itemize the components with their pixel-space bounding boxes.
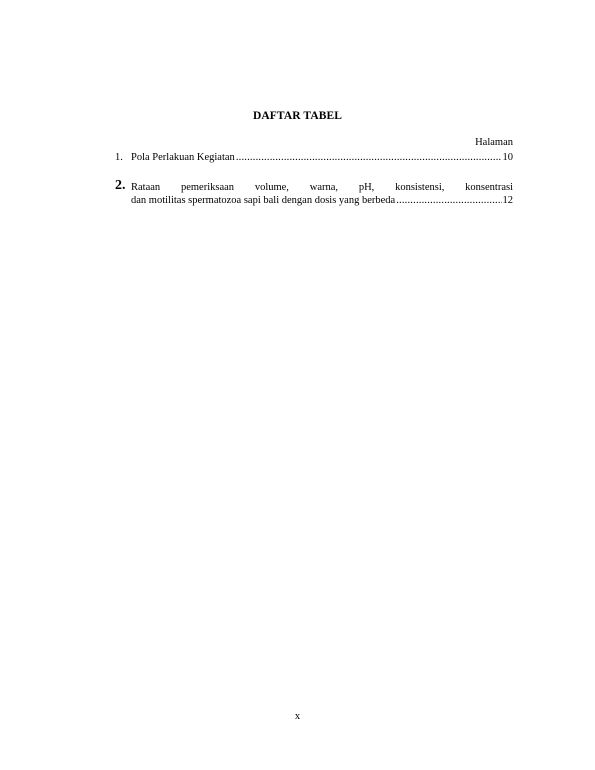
toc-word: pH, bbox=[358, 182, 375, 193]
toc-entry-number: 2. bbox=[115, 178, 126, 193]
toc-word: warna, bbox=[309, 182, 339, 193]
toc-entry-page: 10 bbox=[502, 152, 513, 163]
page-title: DAFTAR TABEL bbox=[252, 110, 343, 122]
toc-entry-title-line-1 bbox=[131, 181, 513, 194]
toc-word: Rataan bbox=[131, 182, 161, 193]
toc-entry[interactable] bbox=[115, 178, 513, 207]
toc-word: konsistensi, bbox=[395, 182, 445, 193]
toc-entry[interactable] bbox=[115, 151, 513, 164]
toc-word: konsentrasi bbox=[465, 182, 513, 193]
toc-entry-number: 1. bbox=[115, 152, 123, 163]
toc-entry-page: 12 bbox=[502, 195, 513, 206]
toc-entry-title-line-2: dan motilitas spermatozoa sapi bali dengan dosis yang berbeda bbox=[131, 195, 396, 206]
dot-leader bbox=[396, 194, 501, 207]
dot-leader bbox=[236, 151, 502, 164]
page-column-label: Halaman bbox=[475, 137, 513, 148]
toc-word: pemeriksaan bbox=[180, 182, 235, 193]
toc-entry-title: Pola Perlakuan Kegiatan bbox=[131, 152, 235, 163]
footer-page-number: x bbox=[294, 711, 301, 722]
toc-word: volume, bbox=[254, 182, 289, 193]
